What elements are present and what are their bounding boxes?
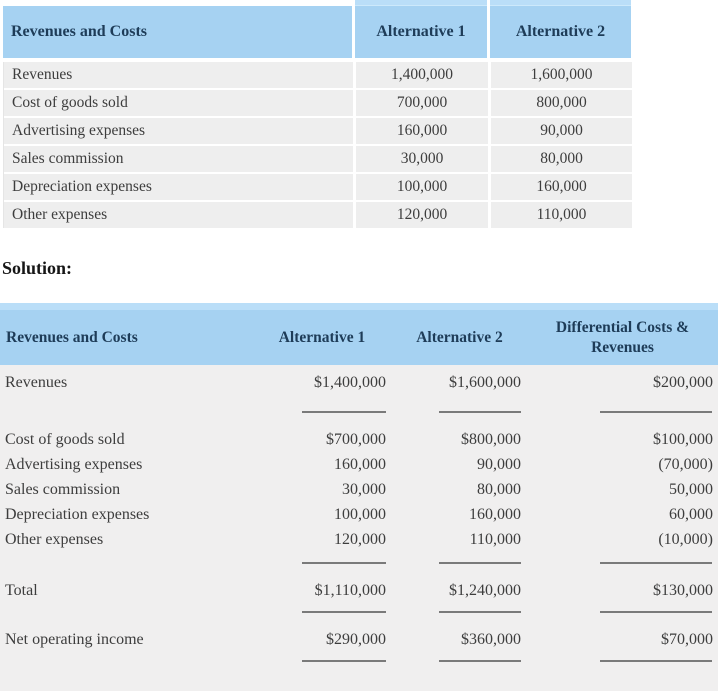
rule-spacer (0, 660, 252, 662)
row-label: Revenues (5, 374, 68, 391)
column-rule (439, 660, 521, 662)
row-value-alt1: 30,000 (356, 146, 488, 172)
row-label: Cost of goods sold (5, 430, 125, 448)
row-label: Cost of goods sold (4, 90, 353, 116)
row-label: Sales commission (5, 480, 121, 498)
header-alternative-1: Alternative 1 (278, 328, 366, 346)
row-label: Other expenses (5, 530, 104, 548)
column-rule (439, 562, 521, 564)
column-rule-row (0, 611, 718, 613)
row-value-diff: $200,000 (653, 374, 713, 391)
row-value-alt2: 110,000 (469, 530, 521, 548)
row-value-alt1: 1,400,000 (356, 62, 488, 88)
row-value-alt2: $1,600,000 (449, 374, 521, 391)
table-row-revenues (0, 371, 718, 395)
rule-cell-diff (527, 611, 718, 613)
solution-heading: Solution: (2, 258, 73, 278)
row-value-alt2: 80,000 (477, 480, 521, 498)
header-revenues-and-costs: Revenues and Costs (6, 328, 138, 346)
solution-table (0, 303, 718, 691)
solution-table-body (0, 365, 718, 691)
row-value-alt2: 80,000 (491, 146, 632, 172)
expense-rows-group (0, 427, 718, 552)
rule-cell-alt2 (392, 411, 527, 413)
rule-cell-alt2 (392, 611, 527, 613)
row-label: Total (5, 581, 38, 599)
solution-table-header-row (0, 303, 718, 365)
rule-spacer (0, 562, 252, 564)
column-rule (302, 562, 386, 564)
row-value-alt2: $1,240,000 (449, 581, 521, 599)
table-row-total (0, 578, 718, 603)
rule-cell-diff (527, 660, 718, 662)
row-label: Other expenses (4, 202, 353, 228)
table-row-other-expenses (0, 527, 718, 552)
column-rule (302, 660, 386, 662)
row-label: Sales commission (4, 146, 353, 172)
table-row-depreciation (0, 502, 718, 527)
row-value-alt1: 120,000 (356, 202, 488, 228)
row-value-alt1: $1,110,000 (314, 581, 386, 599)
column-rule (302, 611, 386, 613)
header-revenues-and-costs: Revenues and Costs (3, 6, 352, 58)
row-value-alt1: 160,000 (356, 118, 488, 144)
row-label: Revenues (4, 62, 353, 88)
comparison-table (3, 0, 630, 228)
row-value-alt2: 160,000 (491, 174, 632, 200)
row-value-alt2: 90,000 (491, 118, 632, 144)
table-row-sales-commission (0, 477, 718, 502)
header-alternative-2: Alternative 2 (490, 6, 631, 58)
rule-spacer (0, 611, 252, 613)
row-label: Depreciation expenses (5, 505, 150, 523)
row-value-diff: (70,000) (658, 455, 713, 473)
row-value-alt2: 90,000 (477, 455, 521, 473)
row-value-alt2: 1,600,000 (491, 62, 632, 88)
column-rule (600, 562, 712, 564)
rule-cell-alt1 (252, 411, 392, 413)
column-rule (302, 411, 386, 413)
row-value-alt1: 100,000 (334, 505, 386, 523)
row-label: Advertising expenses (5, 455, 143, 473)
rule-cell-alt2 (392, 660, 527, 662)
row-label: Advertising expenses (4, 118, 353, 144)
row-value-alt1: 120,000 (334, 530, 386, 548)
column-rule (600, 611, 712, 613)
table-row-advertising (0, 452, 718, 477)
row-value-alt1: $1,400,000 (314, 374, 386, 391)
rule-cell-alt1 (252, 611, 392, 613)
rule-spacer (0, 411, 252, 413)
header-alternative-2: Alternative 2 (416, 328, 503, 346)
header-alternative-1: Alternative 1 (355, 6, 487, 58)
table-row-cogs (0, 427, 718, 452)
row-value-alt1: 30,000 (342, 480, 386, 498)
row-value-alt2: $360,000 (461, 630, 521, 648)
row-value-diff: $70,000 (661, 630, 713, 648)
column-rule (439, 411, 521, 413)
column-rule (439, 611, 521, 613)
column-rule-row (0, 562, 718, 564)
row-value-alt2: $800,000 (461, 430, 521, 448)
header-differential (527, 310, 718, 365)
row-value-alt1: 700,000 (356, 90, 488, 116)
row-value-diff: 50,000 (669, 480, 713, 498)
row-value-diff: $100,000 (653, 430, 713, 448)
row-value-diff: $130,000 (653, 581, 713, 599)
header-differential-text: Differential Costs & Revenues (555, 319, 690, 356)
column-rule (600, 660, 712, 662)
comparison-table-header-row (3, 6, 630, 58)
rule-cell-diff (527, 411, 718, 413)
row-value-alt1: $290,000 (326, 630, 386, 648)
row-value-diff: 60,000 (669, 505, 713, 523)
row-value-alt1: 100,000 (356, 174, 488, 200)
row-label: Depreciation expenses (4, 174, 353, 200)
rule-cell-diff (527, 562, 718, 564)
row-value-diff: (10,000) (658, 530, 713, 548)
column-rule-row (0, 660, 718, 662)
rule-cell-alt1 (252, 562, 392, 564)
comparison-table-body (3, 62, 630, 228)
rule-cell-alt1 (252, 660, 392, 662)
row-value-alt2: 800,000 (491, 90, 632, 116)
row-value-alt2: 110,000 (491, 202, 632, 228)
table-row-net-operating-income (0, 627, 718, 652)
rule-cell-alt2 (392, 562, 527, 564)
row-value-alt1: $700,000 (326, 430, 386, 448)
row-value-alt1: 160,000 (334, 455, 386, 473)
row-label: Net operating income (5, 630, 144, 648)
column-rule-row (0, 411, 718, 413)
column-rule (600, 411, 712, 413)
row-value-alt2: 160,000 (469, 505, 521, 523)
